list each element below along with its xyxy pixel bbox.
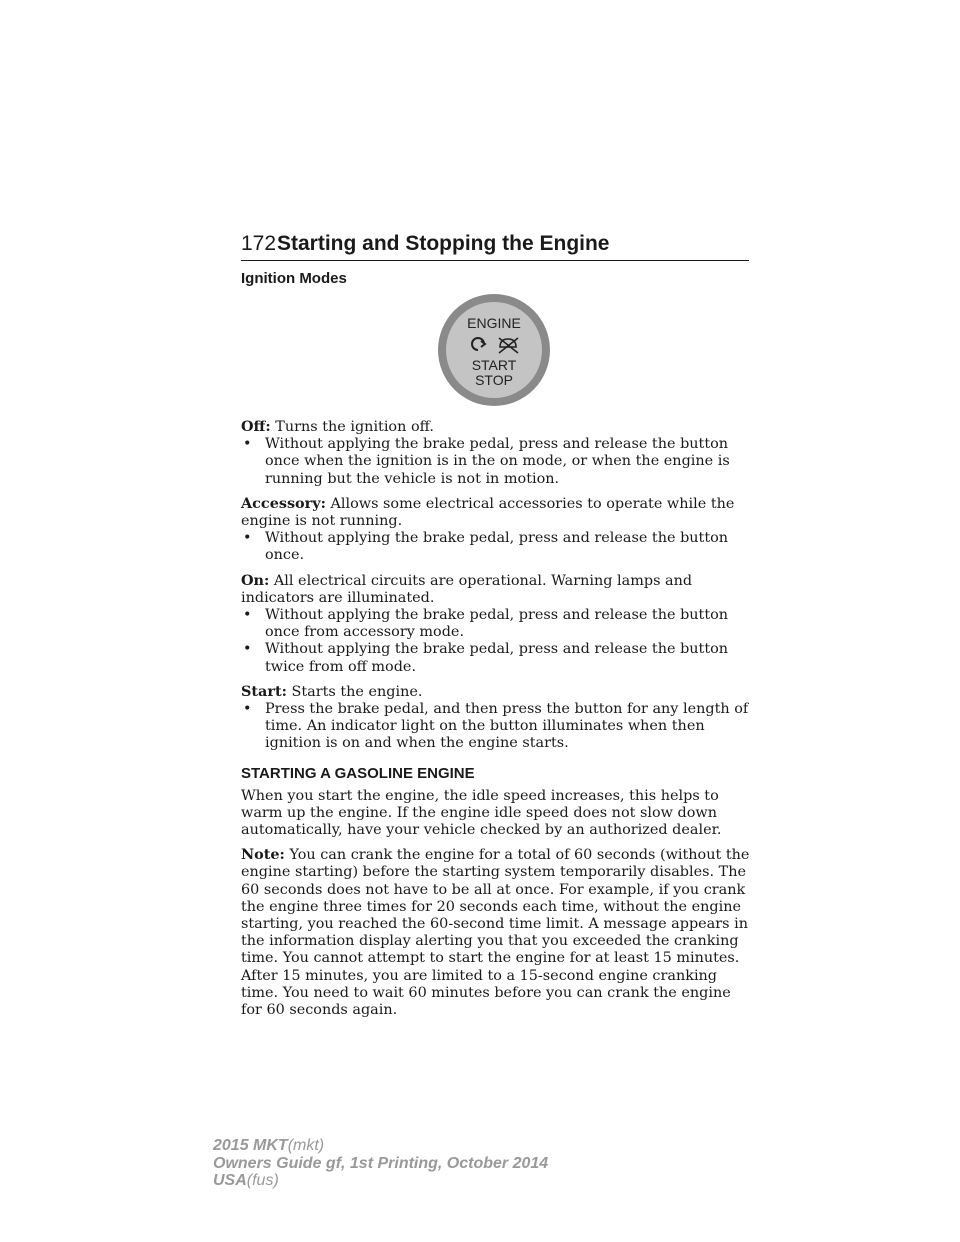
note-text: You can crank the engine for a total of 60 seconds (without the engine starting) before the starting system temporarily disables. The 60 seconds does not have to be all at once. For example, if you crank the engine three times for 20 seconds each time, without the engine starting, you reached the 60-second time limit. A message appears in the information display alerting you that you exceeded the cranking time. You cannot attempt to start the engine for at least 15 minutes. After 15 minutes, you are limited to a 15-second engine cranking time. You need to wait 60 minutes before you can crank the engine for 60 seconds again. bbox=[241, 847, 750, 1019]
bullet-marker: • bbox=[243, 607, 252, 624]
bullet-list bbox=[241, 701, 753, 753]
button-label-engine: ENGINE bbox=[467, 315, 521, 331]
footer-line-guide: Owners Guide gf, 1st Printing, October 2014 bbox=[213, 1154, 549, 1172]
mode-description: Turns the ignition off. bbox=[275, 419, 434, 435]
footer-line-model: 2015 MKT(mkt) bbox=[213, 1137, 325, 1154]
bullet-marker: • bbox=[243, 641, 252, 658]
chapter-title: Starting and Stopping the Engine bbox=[277, 232, 610, 255]
mode-term: On: bbox=[241, 571, 270, 589]
bullet-list bbox=[241, 607, 753, 676]
note-term: Note: bbox=[241, 846, 285, 864]
bullet-list bbox=[241, 530, 753, 564]
mode-description: Allows some electrical accessories to operate while the engine is not running. bbox=[241, 495, 735, 530]
bullet-marker: • bbox=[243, 530, 252, 547]
mode-on bbox=[241, 572, 753, 676]
mode-accessory bbox=[241, 495, 753, 565]
list-item: • Press the brake pedal, and then press the button for any length of time. An indicator light on the button illuminates when then ignition is on and when the engine starts. bbox=[243, 701, 749, 752]
page-content bbox=[241, 270, 753, 1019]
list-item: • Without applying the brake pedal, press and release the button once. bbox=[243, 530, 729, 564]
list-item: • Without applying the brake pedal, press and release the button twice from off mode. bbox=[243, 641, 729, 675]
footer-line-region: USA(fus) bbox=[213, 1172, 279, 1189]
engine-start-stop-button-image bbox=[436, 292, 552, 408]
page-number: 172 bbox=[241, 232, 277, 255]
section-heading-ignition-modes: Ignition Modes bbox=[241, 270, 347, 287]
bullet-marker: • bbox=[243, 701, 252, 718]
mode-description: Starts the engine. bbox=[291, 683, 423, 700]
mode-term: Accessory: bbox=[241, 494, 326, 512]
bullet-marker: • bbox=[243, 436, 252, 453]
button-label-stop: STOP bbox=[475, 372, 513, 388]
mode-start bbox=[241, 683, 753, 753]
button-label-start: START bbox=[471, 357, 517, 373]
note-paragraph bbox=[241, 846, 753, 1019]
engine-start-stop-button-figure bbox=[241, 292, 753, 408]
bullet-list bbox=[241, 436, 753, 488]
list-item: • Without applying the brake pedal, press and release the button once from accessory mode. bbox=[243, 607, 729, 641]
mode-off bbox=[241, 418, 753, 488]
paragraph-starting: When you start the engine, the idle speed increases, this helps to warm up the engine. If the engine idle speed does not slow down automatically, have your vehicle checked by an authorized dealer. bbox=[241, 787, 722, 839]
mode-term: Start: bbox=[241, 682, 287, 700]
page-header bbox=[241, 232, 749, 261]
mode-description: All electrical circuits are operational. Warning lamps and indicators are illuminated. bbox=[241, 572, 693, 606]
list-item: • Without applying the brake pedal, press and release the button once when the ignition is in the on mode, or when the engine is running but the vehicle is not in motion. bbox=[243, 436, 730, 487]
mode-term: Off: bbox=[241, 418, 271, 435]
page-footer bbox=[213, 1137, 548, 1190]
section-heading-starting-gasoline-engine: STARTING A GASOLINE ENGINE bbox=[241, 764, 475, 782]
